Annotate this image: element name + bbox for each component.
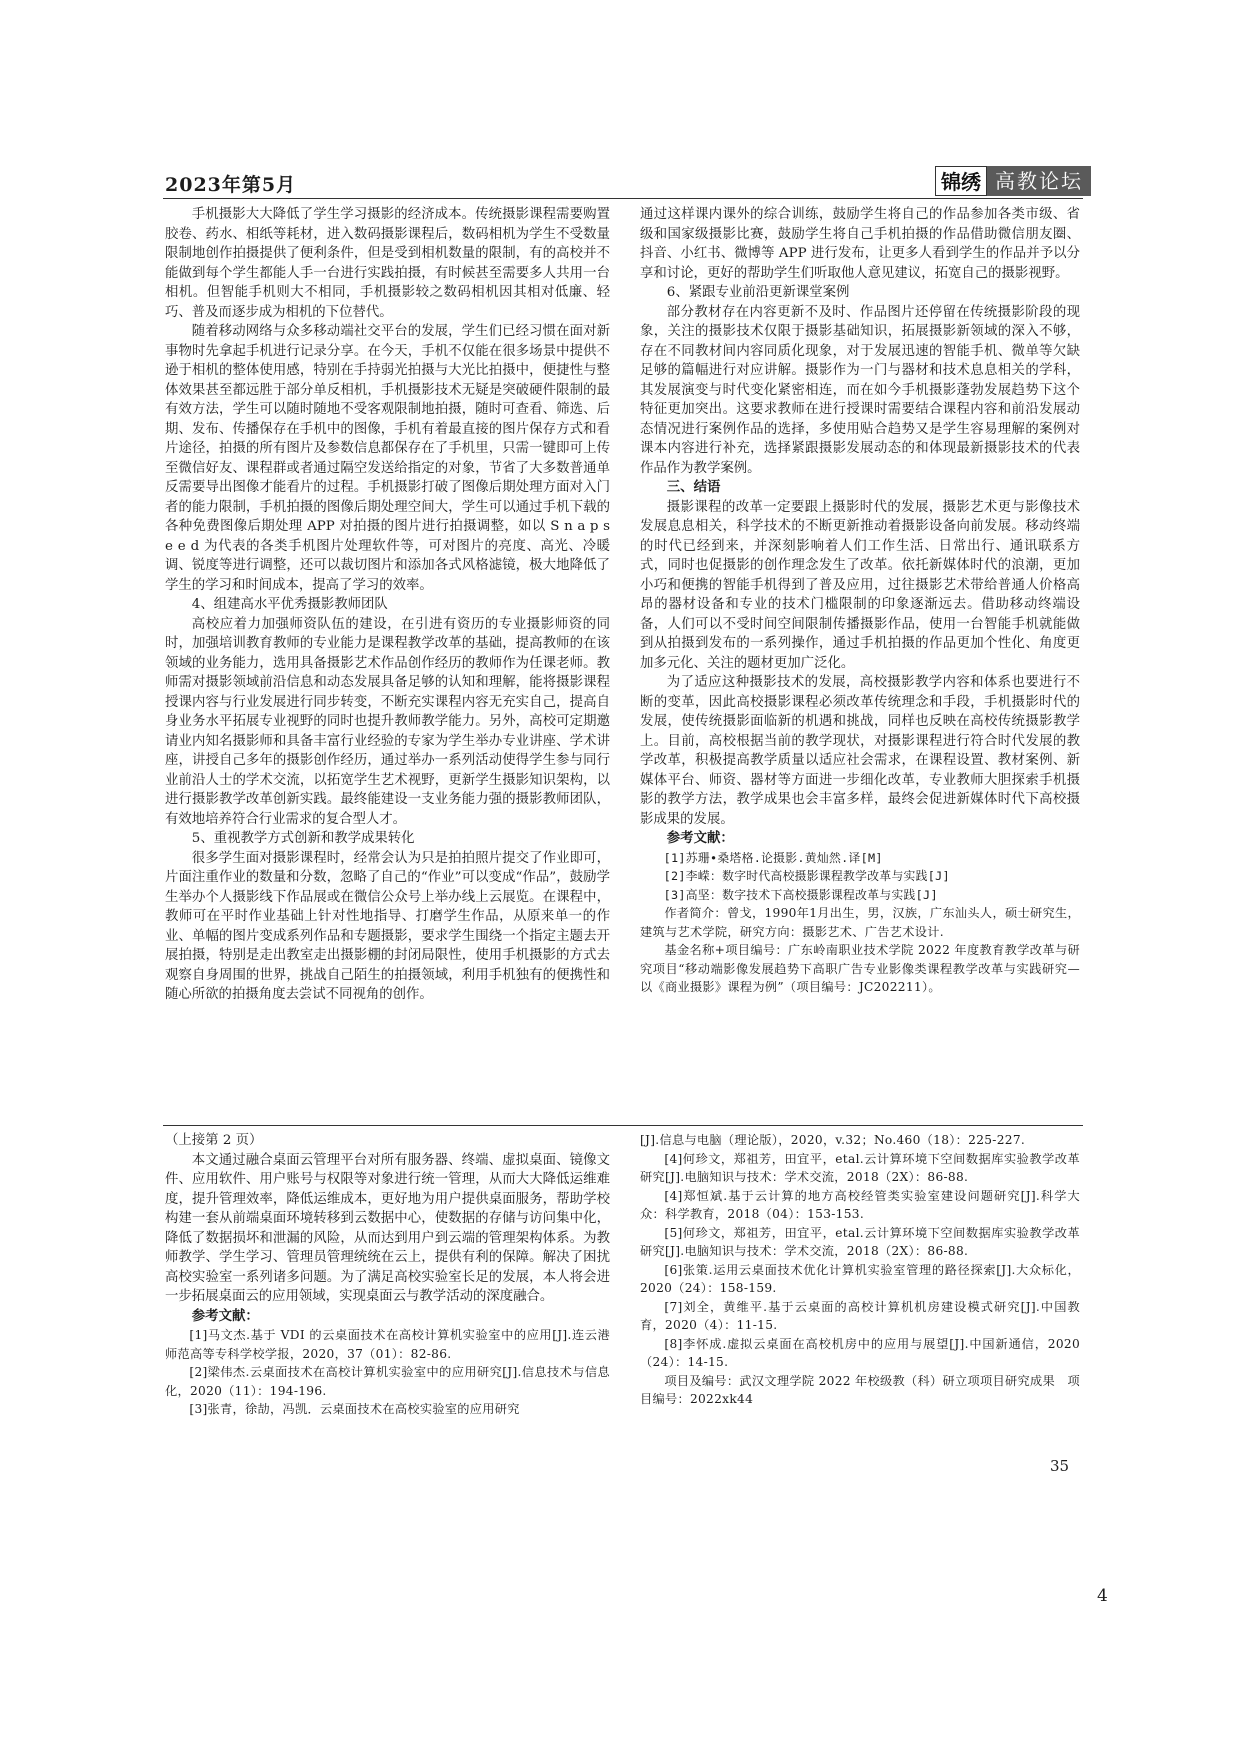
reference: [4]郑恒斌.基于云计算的地方高校经管类实验室建设问题研究[J].科学大众：科学教育，2018（04）：153-153. (640, 1188, 1080, 1221)
reference: [1]马文杰.基于 VDI 的云桌面技术在高校计算机实验室中的应用[J].连云港师范高等专科学校学报，2020，37（01）：82-86. (165, 1328, 610, 1361)
header-rule (163, 198, 1083, 199)
paragraph: 部分教材存在内容更新不及时、作品图片还停留在传统摄影阶段的现象，关注的摄影技术仅限于摄影基础知识，拓展摄影新领域的深入不够，存在不同教材间内容同质化现象，对于发展迅速的智能手机、微单等欠缺足够的篇幅进行对应讲解。摄影作为一门与器材和技术息息相关的学科，其发展演变与时代变化紧密相连，而在如今手机摄影蓬勃发展趋势下这个特征更加突出。这要求教师在进行授课时需要结合课程内容和前沿发展动态情况进行案例作品的选择，多使用贴合趋势又是学生容易理解的案例对课本内容进行补充，选择紧跟摄影发展动态的和体现最新摄影技术的代表作品作为教学案例。 (640, 304, 1080, 476)
article-left-column (165, 205, 610, 1005)
paragraph: 高校应着力加强师资队伍的建设，在引进有资历的专业摄影师资的同时，加强培训教育教师的专业能力是课程教学改革的基础，提高教师的在该领域的业务能力，选用具备摄影艺术作品创作经历的教师作为任课老师。教师需对摄影领域前沿信息和动态发展具备足够的认知和理解，能将摄影课程授课内容与行业发展进行同步转变，不断充实课程内容无充实自己，提高自身业务水平拓展专业视野的同时也提升教师教学能力。另外，高校可定期邀请业内知名摄影师和具备丰富行业经验的专家为学生举办专业讲座、学术讲座，讲授自己多年的摄影创作经历，通过举办一系列活动使得学生参与同行业前沿人士的学术交流，以拓宽学生艺术视野，更新学生摄影知识架构，以进行摄影教学改革创新实践。最终能建设一支业务能力强的摄影教师团队，有效地培养符合行业需求的复合型人才。 (165, 616, 610, 827)
reference: [3]高坚：数字技术下高校摄影课程改革与实践[J] (663, 887, 938, 902)
funding-note: 基金名称+项目编号：广东岭南职业技术学院 2022 年度教育教学改革与研究项目“移动端影像发展趋势下高职广告专业影像类课程教学改革与实践研究—以《商业摄影》课程为例”（项目编号：JC202211）。 (640, 943, 1080, 994)
references-heading: 参考文献： (666, 830, 734, 846)
references-heading: 参考文献： (191, 1307, 259, 1324)
journal-masthead (935, 166, 1091, 196)
reference: [7]刘全，黄维平.基于云桌面的高校计算机机房建设模式研究[J].中国教育，2020（4）：11-15. (640, 1299, 1080, 1332)
section-heading: 5、重视教学方式创新和教学成果转化 (191, 831, 415, 846)
reference: [6]张策.运用云桌面技术优化计算机实验室管理的路径探索[J].大众标化，2020（24）：158-159. (640, 1262, 1080, 1295)
paragraph: 通过这样课内课外的综合训练，鼓励学生将自己的作品参加各类市级、省级和国家级摄影比赛，鼓励学生将自己手机拍摄的作品借助微信朋友圈、抖音、小红书、微博等 APP 进行发布，让更多人看到学生的作品并予以分享和讨论，更好的帮助学生们听取他人意见建议，拓宽自己的摄影视野。 (640, 207, 1080, 281)
reference: [8]李怀成.虚拟云桌面在高校机房中的应用与展望[J].中国新通信，2020（24）：14-15. (640, 1336, 1080, 1369)
continued-right-column (640, 1131, 1080, 1409)
reference: [2]梁伟杰.云桌面技术在高校计算机实验室中的应用研究[J].信息技术与信息化，2020（11）：194-196. (165, 1365, 610, 1398)
author-bio: 作者简介：曾戈，1990年1月出生，男，汉族，广东汕头人，硕士研究生，建筑与艺术学院，研究方向：摄影艺术、广告艺术设计. (640, 906, 1080, 939)
article-right-column (640, 205, 1080, 997)
reference: [5]何珍文，郑祖芳，田宜平，etal.云计算环境下空间数据库实验教学改革研究[J].电脑知识与技术：学术交流，2018（2X）：86-88. (640, 1225, 1080, 1258)
section-heading: 三、结语 (666, 479, 721, 495)
reference: [2]李嵘：数字时代高校摄影课程教学改革与实践[J] (663, 869, 950, 883)
paragraph: 为了适应这种摄影技术的发展，高校摄影教学内容和体系也要进行不断的变革，因此高校摄影课程必须改革传统理念和手段，手机摄影时代的发展，使传统摄影面临新的机遇和挑战，同样也反映在高校传统摄影教学上。目前，高校根据当前的教学现状，对摄影课程进行符合时代发展的教学改革，积极提高教学质量以适应社会需求，在课程设置、教材案例、新媒体平台、师资、器材等方面进一步细化改革，专业教师大胆探索手机摄影的教学方法，教学成果也会丰富多样，最终会促进新媒体时代下高校摄影成果的发展。 (640, 675, 1080, 827)
pdf-page-number: 4 (1097, 1586, 1108, 1606)
masthead-b: 高教论坛 (987, 166, 1091, 196)
section-divider (163, 1125, 1083, 1126)
paragraph: 随着移动网络与众多移动端社交平台的发展，学生们已经习惯在面对新事物时先拿起手机进行记录分享。在今天，手机不仅能在很多场景中提供不逊于相机的整体使用感，特别在手持弱光拍摄与大光比拍摄中，便捷性与整体效果甚至都远胜于部分单反相机，手机摄影技术无疑是突破硬件限制的最有效方法，学生可以随时随地不受客观限制地拍摄，随时可查看、筛选、后期、发布、传播保存在手机中的图像，手机有着最直接的图片保存方式和看片途径，拍摄的所有图片及参数信息都保存在了手机里，只需一键即可上传至微信好友、课程群或者通过隔空发送给指定的对象，节省了大多数普通单反需要导出图像才能看片的过程。手机摄影打破了图像后期处理方面对入门者的能力限制，手机拍摄的图像后期处理空间大，学生可以通过手机下载的各种免费图像后期处理 APP 对拍摄的图片进行拍摄调整，如以 S n a p s e e d 为代表的各类手机图片处理软件等，可对图片的亮度、高光、冷暖调、锐度等进行调整，还可以裁切图片和添加各式风格滤镜，极大地降低了学生的学习和时间成本，提高了学习的效率。 (165, 324, 610, 593)
reference: [4]何珍文，郑祖芳，田宜平，etal.云计算环境下空间数据库实验教学改革研究[J].电脑知识与技术：学术交流，2018（2X）：86-88. (640, 1151, 1080, 1184)
header-date: 2023年第5月 (165, 174, 297, 196)
reference: [1]苏珊•桑塔格.论摄影.黄灿然.译[M] (663, 850, 883, 865)
masthead-a: 锦绣 (935, 166, 987, 196)
continued-label: （上接第 2 页） (165, 1133, 263, 1148)
reference: [3]张青，徐劼，冯凯．云桌面技术在高校实验室的应用研究 (189, 1402, 520, 1416)
journal-page-number: 35 (1050, 1457, 1070, 1475)
project-note: 项目及编号：武汉文理学院 2022 年校级教（科）研立项项目研究成果 项目编号：2022xk44 (640, 1373, 1080, 1406)
paragraph: 摄影课程的改革一定要跟上摄影时代的发展，摄影艺术更与影像技术发展息息相关，科学技术的不断更新推动着摄影设备向前发展。移动终端的时代已经到来，并深刻影响着人们工作生活、日常出行、通讯联系方式，同时也促摄影的创作理念发生了改革。依托新媒体时代的浪潮，更加小巧和便携的智能手机得到了普及应用，过往摄影艺术带给普通人价格高昂的器材设备和专业的技术门槛限制的印象逐渐远去。借助移动终端设备，人们可以不受时间空间限制传播摄影作品，使用一台智能手机就能做到从拍摄到发布的一系列操作，通过手机拍摄的作品更加个性化、角度更加多元化、关注的题材更加广泛化。 (640, 499, 1080, 671)
paragraph: 本文通过融合桌面云管理平台对所有服务器、终端、虚拟桌面、镜像文件、应用软件、用户账号与权限等对象进行统一管理，从而大大降低运维难度，提升管理效率，降低运维成本，更好地为用户提供桌面服务，帮助学校构建一套从前端桌面环境转移到云数据中心，使数据的存储与访问集中化，降低了数据损坏和泄漏的风险，从而达到用户到云端的管理架构体系。为教师教学、学生学习、管理员管理统统在云上，提供有利的保障。解决了困扰高校实验室一系列诸多问题。为了满足高校实验室长足的发展，本人将会进一步拓展桌面云的应用领域，实现桌面云与教学活动的深度融合。 (165, 1152, 610, 1304)
section-heading: 6、紧跟专业前沿更新课堂案例 (666, 285, 850, 300)
continued-left-column (165, 1131, 610, 1419)
section-heading: 4、组建高水平优秀摄影教师团队 (191, 597, 388, 612)
reference: [J].信息与电脑（理论版），2020，v.32；No.460（18）：225-227. (640, 1133, 1026, 1147)
paragraph: 很多学生面对摄影课程时，经常会认为只是拍拍照片提交了作业即可，片面注重作业的数量和分数，忽略了自己的“作业”可以变成“作品”，鼓励学生举办个人摄影线下作品展或在微信公众号上举办线上云展览。在课程中，教师可在平时作业基础上针对性地指导、打磨学生作品，从原来单一的作业、单幅的图片变成系列作品和专题摄影，要求学生围绕一个指定主题去开展拍摄，特别是走出教室走出摄影棚的封闭局限性，使用手机摄影的方式去观察自身周围的世界，挑战自己陌生的拍摄领域，利用手机独有的便携性和随心所欲的拍摄角度去尝试不同视角的创作。 (165, 850, 610, 1002)
paragraph: 手机摄影大大降低了学生学习摄影的经济成本。传统摄影课程需要购置胶卷、药水、相纸等耗材，进入数码摄影课程后，数码相机为学生不受数量限制地创作拍摄提供了便利条件，但是受到相机数量的限制，有的高校并不能做到每个学生都能人手一台进行实践拍摄，有时候甚至需要多人共用一台相机。但智能手机则大不相同，手机摄影较之数码相机因其相对低廉、轻巧、普及而逐步成为相机的下位替代。 (165, 207, 610, 320)
